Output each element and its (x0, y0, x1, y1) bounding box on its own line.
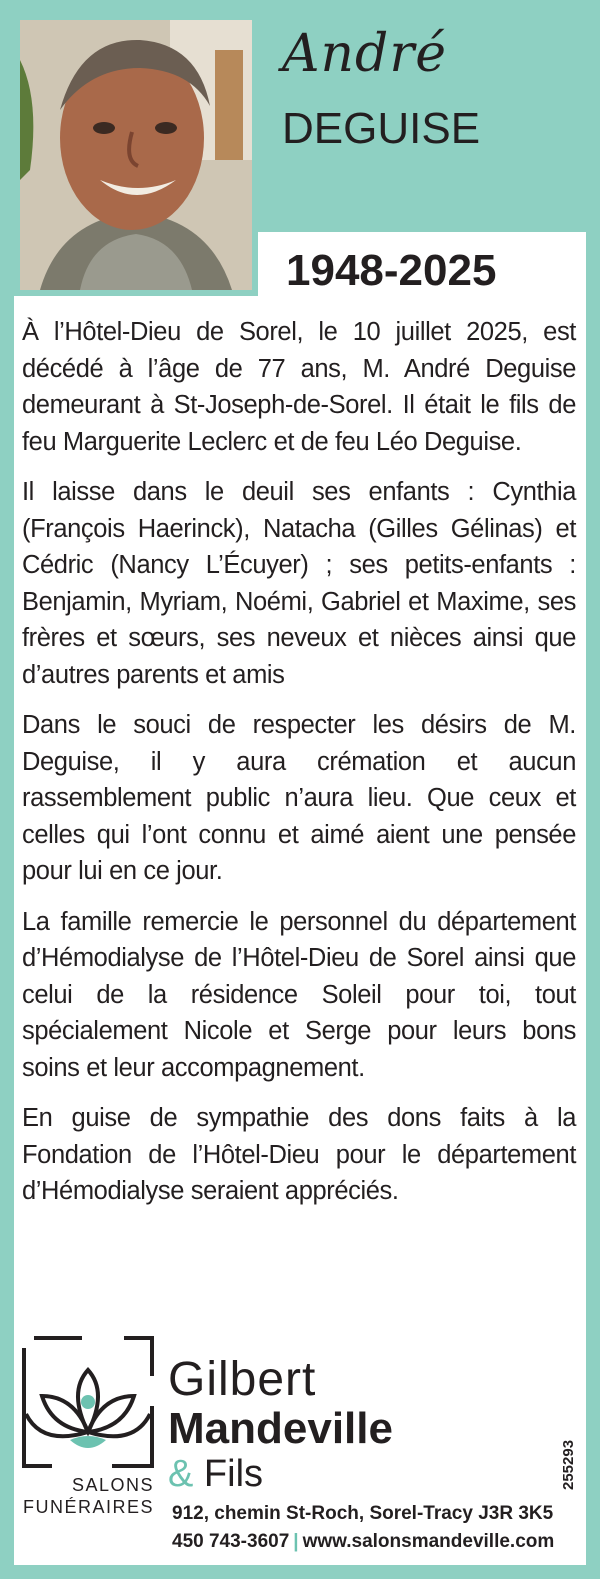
contact-info (172, 1500, 554, 1556)
address: 912, chemin St-Roch, Sorel-Tracy J3R 3K5 (172, 1503, 554, 1524)
funeraires-line: FUNÉRAIRES (22, 1497, 154, 1517)
phone: 450 743-3607 (172, 1531, 290, 1552)
brand-mandeville: Mandeville (168, 1404, 393, 1453)
separator: | (293, 1531, 299, 1552)
brand-gilbert: Gilbert (168, 1353, 317, 1406)
paragraph-thanks: La famille remercie le personnel du département d’Hémodialyse de l’Hôtel-Dieu de Sorel ainsi que celui de la résidence Soleil pour toi, tout spécialement Nicole et Serge pour leurs bons soins et leur accompagnement. (22, 907, 576, 1082)
obituary-text (22, 314, 576, 1224)
funeral-home-brand (168, 1353, 393, 1495)
life-years: 1948-2025 (286, 246, 497, 295)
portrait-illustration (20, 20, 252, 290)
phone-website-line (172, 1528, 554, 1556)
brand-fils-text: Fils (193, 1453, 264, 1495)
brand-fils (168, 1454, 393, 1494)
salons-funeraires-label (22, 1474, 154, 1518)
ad-reference-number: 255293 (560, 1439, 577, 1490)
website-link[interactable]: www.salonsmandeville.com (302, 1531, 555, 1552)
portrait-photo (20, 20, 252, 290)
first-name: André (282, 24, 447, 84)
portrait-frame (14, 14, 258, 296)
paragraph-cremation: Dans le souci de respecter les désirs de M. Deguise, il y aura crémation et aucun rassemblement public n’aura lieu. Que ceux et celles qui l’ont connu et aimé aient une pensée pour lui en ce jour. (22, 711, 576, 885)
brand-ampersand: & (168, 1453, 194, 1495)
paragraph-donations: En guise de sympathie des dons faits à la Fondation de l’Hôtel-Dieu pour le département d’Hémodialyse seraient appréciés. (22, 1104, 576, 1205)
paragraph-family: Il laisse dans le deuil ses enfants : Cynthia (François Haerinck), Natacha (Gilles Gélinas) et Cédric (Nancy L’Écuyer) ; ses petits-enfants : Benjamin, Myriam, Noémi, Gabriel et Maxime, ses frères et sœurs, ses neveux et nièces ainsi que d’autres parents et amis (22, 478, 576, 689)
paragraph-death-notice: À l’Hôtel-Dieu de Sorel, le 10 juillet 2025, est décédé à l’âge de 77 ans, M. André Deguise demeurant à St-Joseph-de-Sorel. Il était le fils de feu Marguerite Leclerc et de feu Léo Deguise. (22, 318, 576, 456)
last-name: DEGUISE (282, 104, 481, 153)
salons-line: SALONS (71, 1475, 154, 1495)
lotus-logo-icon (22, 1336, 154, 1468)
